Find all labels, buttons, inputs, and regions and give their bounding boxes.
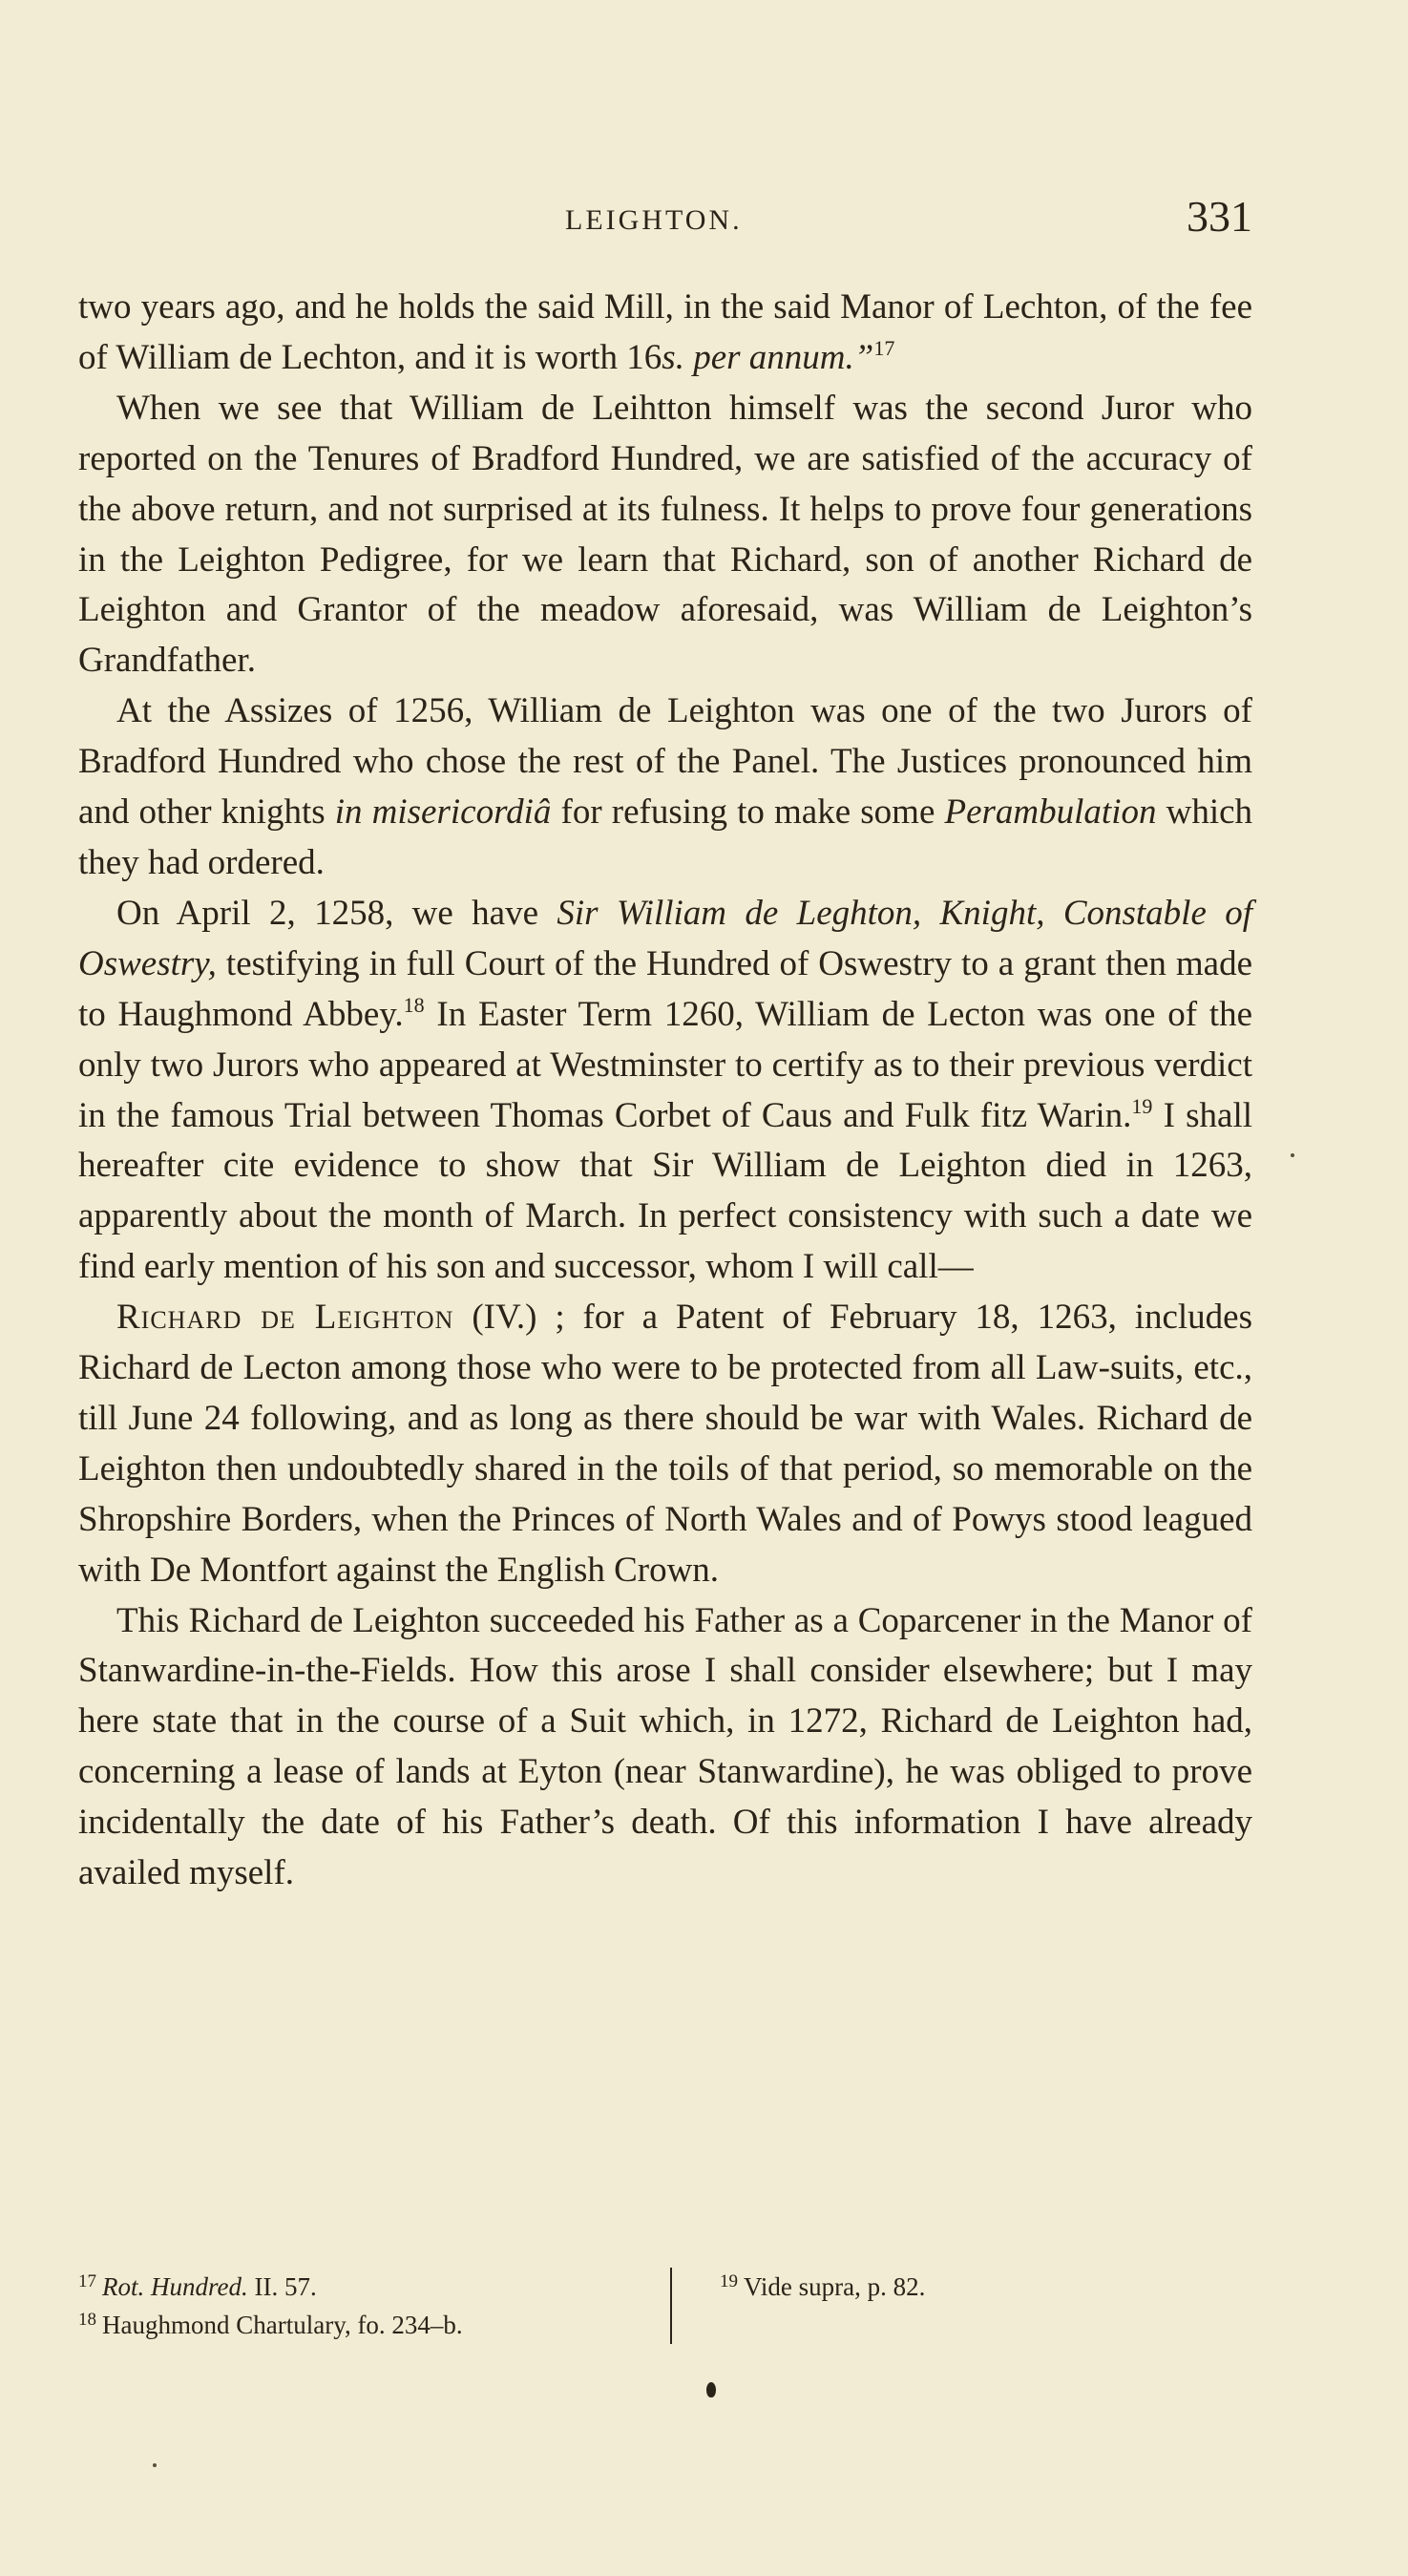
paragraph-3-text-b: for refusing to make some	[560, 792, 935, 833]
paragraph-4-text-d: I shall hereafter cite evidence to show that Sir William de Leighton died in 1263, apparently about the month of March. In perfect consistency with such a date we find early mention of his son and successor, whom I will call—	[78, 1095, 1253, 1287]
footnote-divider	[670, 2268, 672, 2344]
footnote-17-title: Rot. Hundred.	[102, 2272, 248, 2301]
paper-speck	[1291, 1153, 1294, 1157]
paragraph-4-text-c: In Easter Term 1260, William de Lecton was one of the only two Jurors who appeared at Westminster to certify as to their previous verdict in the famous Trial between Thomas Corbet of Caus and Fulk fitz Warin.	[78, 994, 1253, 1135]
footnote-ref-18: 18	[403, 992, 425, 1017]
paragraph-3	[78, 686, 1252, 889]
footnotes-left-column	[78, 2268, 651, 2344]
paragraph-5-text: (IV.) ; for a Patent of February 18, 1263, includes Richard de Lecton among those who were to be protected from all Law-suits, etc., till June 24 following, and as long as there should be war with Wales. Richard de Leighton then undoubtedly shared in the toils of that period, so memorable on the Shropshire Borders, when the Princes of North Wales and of Powys stood leagued with De Montfort against the English Crown.	[78, 1298, 1253, 1590]
footnote-18-number: 18	[78, 2310, 96, 2330]
paragraph-1-text: two years ago, and he holds the said Mill, in the said Manor of Lechton, of the fee of William de Lechton, and it is worth 16	[78, 287, 1252, 377]
footnote-17-text: II. 57.	[254, 2272, 317, 2301]
shilling-abbrev: s.	[662, 337, 684, 377]
footnote-17	[78, 2268, 651, 2306]
running-head	[78, 191, 1252, 248]
paragraph-1	[78, 283, 1252, 384]
paragraph-3-text-c: which they had ordered.	[78, 792, 1253, 882]
footnote-ref-17: 17	[873, 335, 895, 360]
paragraph-6	[78, 1596, 1252, 1899]
footnote-19-number: 19	[720, 2271, 738, 2291]
richard-heading: Richard de Leighton	[116, 1298, 454, 1338]
paper-speck	[153, 2463, 157, 2467]
sir-william-title: Sir William de Leghton, Knight, Constable of Oswestry,	[78, 893, 1253, 983]
footnotes	[78, 2268, 1252, 2354]
ink-spot-ornament	[706, 2382, 716, 2397]
paragraph-4-text-b: testifying in full Court of the Hundred of Oswestry to a grant then made to Haughmond Abbey.	[78, 943, 1252, 1034]
footnote-ref-19: 19	[1131, 1093, 1153, 1118]
paragraph-5	[78, 1293, 1252, 1595]
body-text	[78, 283, 1252, 1899]
paragraph-2	[78, 384, 1252, 686]
footnote-17-number: 17	[78, 2271, 96, 2291]
per-annum: per annum.”	[693, 337, 874, 377]
footnote-18-text: Haughmond Chartulary, fo. 234–b.	[102, 2311, 463, 2339]
footnote-18	[78, 2306, 651, 2344]
paragraph-6-text: This Richard de Leighton succeeded his Father as a Coparcener in the Manor of Stanwardine-in-the-Fields. How this arose I shall consider elsewhere; but I may here state that in the course of a Suit which, in 1272, Richard de Leighton had, concerning a lease of lands at Eyton (near Stanwardine), he was obliged to prove incidentally the date of his Father’s death. Of this information I have already availed myself.	[78, 1600, 1252, 1893]
footnotes-right-column	[720, 2268, 1197, 2306]
paragraph-4-text-a: On April 2, 1258, we have	[116, 893, 538, 933]
paragraph-2-text: When we see that William de Leihtton himself was the second Juror who reported on the Tenures of Bradford Hundred, we are satisfied of the accuracy of the above return, and not surprised at its fulness. It helps to prove four generations in the Leighton Pedigree, for we learn that Richard, son of another Richard de Leighton and Grantor of the meadow aforesaid, was William de Leighton’s Grandfather.	[78, 388, 1252, 681]
footnote-19	[720, 2268, 1197, 2306]
running-title: LEIGHTON.	[565, 204, 743, 236]
in-misericordia: in misericordiâ	[334, 792, 552, 833]
page-number: 331	[1187, 192, 1252, 241]
footnote-19-text: Vide supra, p. 82.	[744, 2272, 926, 2301]
paragraph-3-text-a: At the Assizes of 1256, William de Leighton was one of the two Jurors of Bradford Hundred who chose the rest of the Panel. The Justices pronounced him and other knights	[78, 691, 1252, 833]
perambulation: Perambulation	[944, 792, 1157, 833]
paragraph-4	[78, 889, 1252, 1293]
